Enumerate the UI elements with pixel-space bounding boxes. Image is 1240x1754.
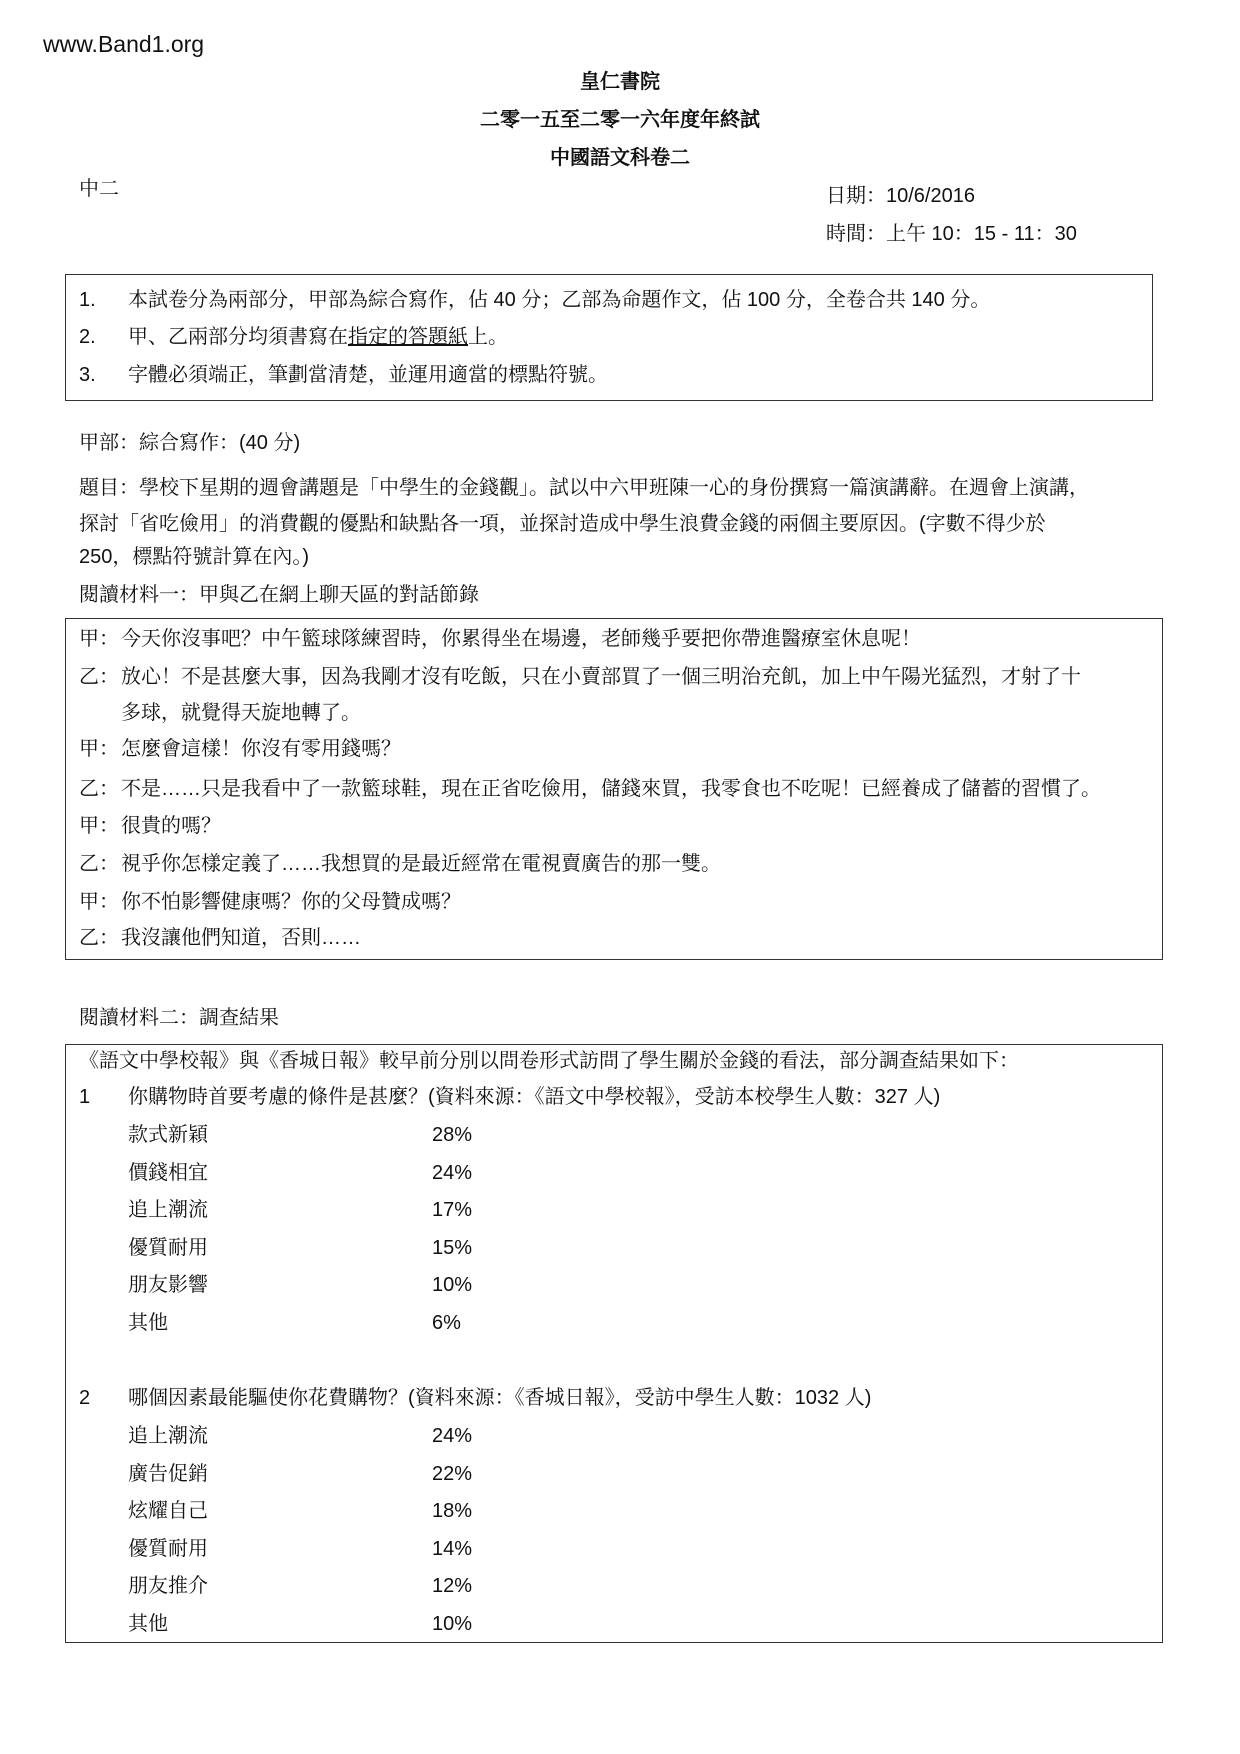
dialogue-speaker: 甲：: [79, 628, 119, 650]
instruction-text: 本試卷分為兩部分，甲部為綜合寫作，佔 40 分；乙部為命題作文，佔 100 分，全卷合共 140 分。: [128, 289, 991, 311]
underlined-answer-sheet: 指定的答題紙: [348, 326, 468, 348]
section-a-heading: 甲部：綜合寫作：(40 分): [79, 432, 301, 454]
paper-title: 中國語文科卷二: [550, 147, 690, 169]
dialogue-speaker: 乙：: [79, 666, 119, 688]
survey-option-label: 炫耀自己: [128, 1500, 208, 1522]
dialogue-line: 怎麼會這樣！你沒有零用錢嗎？: [121, 738, 401, 760]
dialogue-line: 不是……只是我看中了一款籃球鞋，現在正省吃儉用，儲錢來買，我零食也不吃呢！已經養成了儲蓄的習慣了。: [121, 778, 1101, 800]
instruction-number: 1.: [79, 289, 96, 311]
school-name: 皇仁書院: [580, 71, 660, 93]
survey-option-percent: 12%: [432, 1575, 473, 1597]
survey-option-percent: 24%: [432, 1161, 473, 1184]
survey-option-label: 朋友推介: [128, 1575, 208, 1597]
instruction-number: 3.: [79, 364, 96, 386]
dialogue-line: 視乎你怎樣定義了……我想買的是最近經常在電視賣廣告的那一雙。: [121, 853, 721, 875]
dialogue-speaker: 甲：: [79, 891, 119, 913]
dialogue-line: 很貴的嗎？: [121, 815, 221, 837]
question-line: 題目：學校下星期的週會講題是「中學生的金錢觀」。試以中六甲班陳一心的身份撰寫一篇演講辭。在週會上演講，: [79, 477, 1089, 499]
survey-question-number: 1: [79, 1086, 91, 1108]
instruction-text-part: 上。: [468, 326, 508, 348]
survey-option-percent: 14%: [432, 1537, 473, 1560]
survey-option-label: 廣告促銷: [128, 1462, 208, 1485]
dialogue-line: 我沒讓他們知道，否則……: [121, 927, 361, 949]
dialogue-speaker: 乙：: [79, 853, 119, 875]
dialogue-line: 多球，就覺得天旋地轉了。: [121, 702, 361, 724]
dialogue-line: 今天你沒事吧？中午籃球隊練習時，你累得坐在場邊，老師幾乎要把你帶進醫療室休息呢！: [121, 628, 921, 650]
instruction-text: 字體必須端正，筆劃當清楚，並運用適當的標點符號。: [128, 364, 608, 386]
survey-option-label: 價錢相宜: [128, 1161, 208, 1184]
survey-option-label: 優質耐用: [128, 1236, 208, 1259]
dialogue-line: 你不怕影響健康嗎？你的父母贊成嗎？: [121, 891, 461, 913]
form-label: 中二: [79, 178, 119, 200]
survey-intro: 《語文中學校報》與《香城日報》較早前分別以問卷形式訪問了學生關於金錢的看法，部分調查結果如下：: [79, 1050, 1019, 1072]
survey-box: [65, 1044, 1163, 1643]
survey-option-percent: 17%: [432, 1199, 473, 1221]
survey-option-label: 其他: [128, 1311, 168, 1334]
exam-title: 二零一五至二零一六年度年終試: [480, 109, 760, 131]
survey-question: 哪個因素最能驅使你花費購物？(資料來源：《香城日報》，受訪中學生人數：1032 人): [128, 1387, 872, 1409]
survey-option-percent: 24%: [432, 1425, 473, 1447]
watermark: www.Band1.org: [43, 31, 205, 57]
survey-option-percent: 15%: [432, 1236, 473, 1259]
survey-option-label: 追上潮流: [128, 1425, 208, 1447]
survey-option-percent: 10%: [432, 1612, 473, 1635]
material2-title: 閱讀材料二：調查結果: [79, 1007, 279, 1029]
survey-question-number: 2: [79, 1387, 91, 1409]
material1-title: 閱讀材料一：甲與乙在網上聊天區的對話節錄: [79, 584, 479, 606]
survey-option-label: 其他: [128, 1612, 168, 1635]
dialogue-speaker: 乙：: [79, 778, 119, 800]
survey-option-label: 款式新穎: [128, 1124, 208, 1146]
dialogue-line: 放心！不是甚麼大事，因為我剛才沒有吃飯，只在小賣部買了一個三明治充飢，加上中午陽光猛烈，才射了十: [121, 666, 1081, 688]
dialogue-speaker: 甲：: [79, 815, 119, 837]
survey-option-label: 朋友影響: [128, 1274, 208, 1296]
instruction-text: [128, 325, 508, 349]
survey-option-label: 追上潮流: [128, 1199, 208, 1221]
question-line: 250，標點符號計算在內。): [79, 546, 310, 568]
instruction-text-part: 甲、乙兩部分均須書寫在: [128, 326, 348, 348]
survey-option-label: 優質耐用: [128, 1537, 208, 1560]
survey-option-percent: 10%: [432, 1274, 473, 1296]
dialogue-speaker: 甲：: [79, 738, 119, 760]
dialogue-speaker: 乙：: [79, 927, 119, 949]
exam-time: 時間：上午 10：15 - 11：30: [826, 223, 1077, 245]
exam-date: 日期：10/6/2016: [826, 185, 975, 207]
survey-option-percent: 22%: [432, 1462, 473, 1485]
question-line: 探討「省吃儉用」的消費觀的優點和缺點各一項，並探討造成中學生浪費金錢的兩個主要原因。(字數不得少於: [79, 513, 1046, 535]
survey-option-percent: 18%: [432, 1500, 473, 1522]
survey-option-percent: 28%: [432, 1124, 473, 1146]
instruction-number: 2.: [79, 326, 96, 348]
survey-question: 你購物時首要考慮的條件是甚麼？(資料來源：《語文中學校報》，受訪本校學生人數：327 人): [128, 1086, 941, 1108]
survey-option-percent: 6%: [432, 1311, 461, 1334]
